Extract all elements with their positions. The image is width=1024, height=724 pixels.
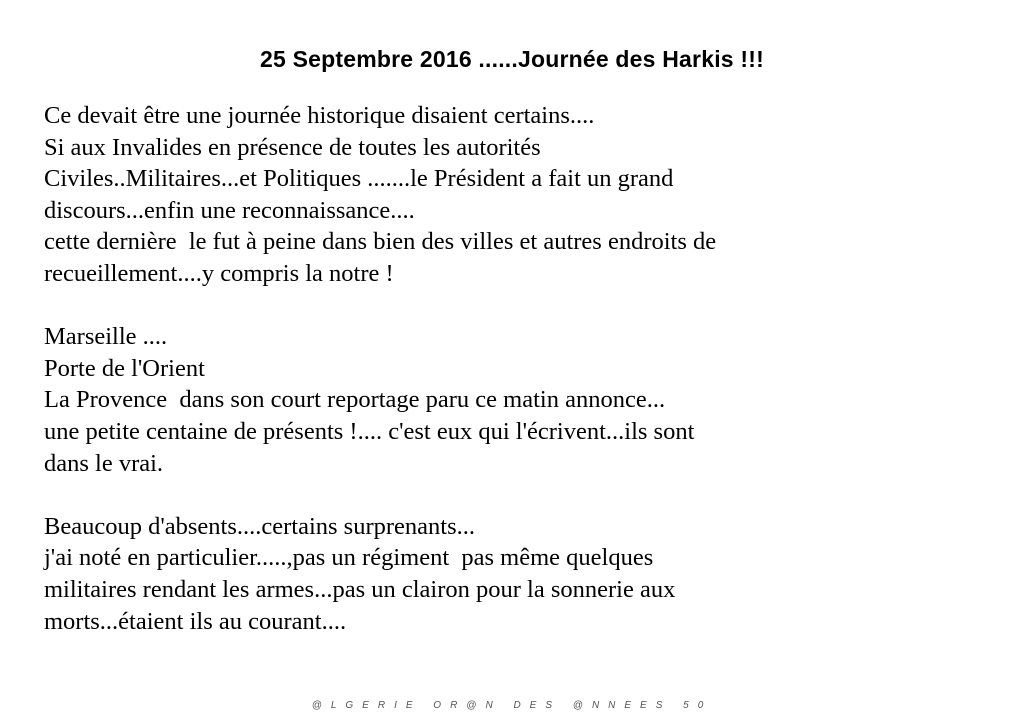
paragraph-spacer — [44, 290, 1004, 322]
paragraph-spacer — [44, 479, 1004, 511]
document-title: 25 Septembre 2016 ......Journée des Harkis !!! — [260, 46, 764, 72]
text-line: cette dernière le fut à peine dans bien des villes et autres endroits de — [44, 228, 717, 256]
text-line: militaires rendant les armes...pas un clairon pour la sonnerie aux — [44, 575, 676, 603]
page-footer: @LGERIE OR@N DES @NNEES 50 — [311, 700, 713, 711]
text-line: Civiles..Militaires...et Politiques .......le Président a fait un grand — [44, 165, 674, 193]
text-line: Marseille .... — [44, 323, 168, 351]
text-line: Si aux Invalides en présence de toutes les autorités — [44, 133, 541, 161]
text-line: discours...enfin une reconnaissance.... — [44, 196, 415, 224]
document-body — [44, 100, 1004, 637]
text-line: Ce devait être une journée historique disaient certains.... — [44, 102, 595, 129]
text-line: j'ai noté en particulier.....,pas un régiment pas même quelques — [44, 544, 654, 572]
text-line: dans le vrai. — [44, 449, 164, 477]
text-line: recueillement....y compris la notre ! — [44, 259, 394, 287]
text-line: La Provence dans son court reportage paru ce matin annonce... — [44, 386, 666, 414]
text-line: Beaucoup d'absents....certains surprenants... — [44, 512, 475, 540]
text-line: morts...étaient ils au courant.... — [44, 607, 347, 635]
text-line: Porte de l'Orient — [44, 354, 205, 382]
text-line: une petite centaine de présents !.... c'est eux qui l'écrivent...ils sont — [44, 417, 695, 445]
